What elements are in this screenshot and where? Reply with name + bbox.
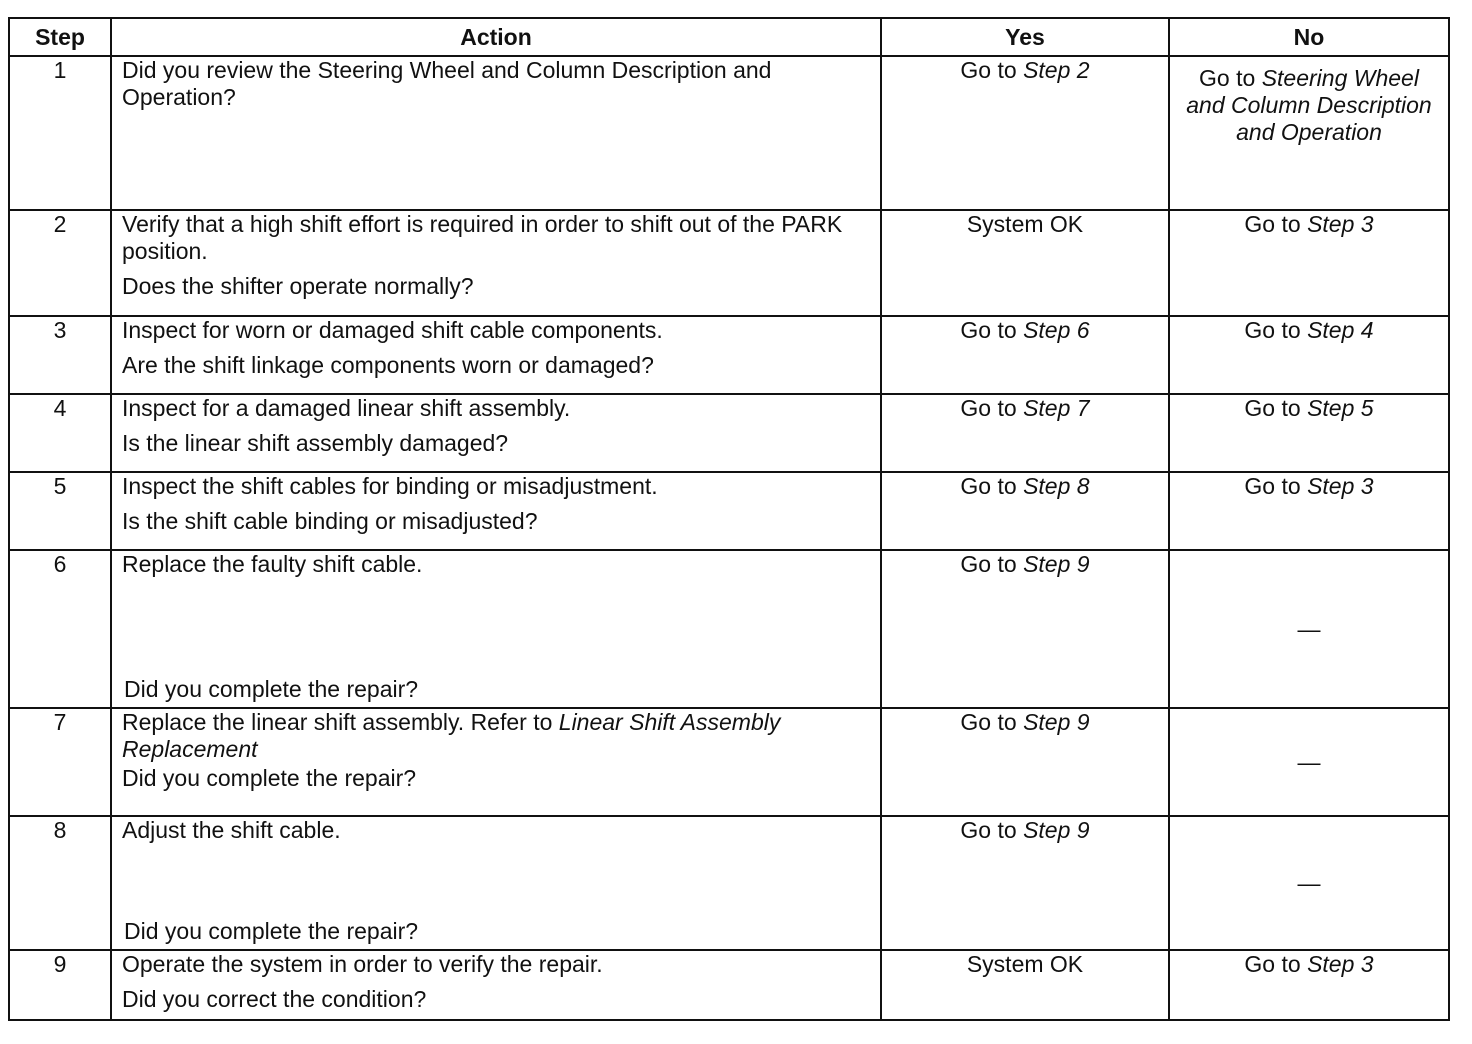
- no-step-link[interactable]: Steering Wheel and Column Description and Operation: [1186, 65, 1432, 145]
- no-answer-dash: —: [1297, 615, 1321, 642]
- table-header-row: [9, 18, 1449, 56]
- action-cell: [111, 316, 881, 394]
- action-reference-link[interactable]: Linear Shift Assembly Replacement: [122, 709, 781, 762]
- no-step-link[interactable]: Step 5: [1307, 395, 1374, 421]
- step-number: 9: [9, 950, 111, 1020]
- diagnostic-table: [8, 17, 1450, 1021]
- action-text: Verify that a high shift effort is required in order to shift out of the PARK position.: [122, 211, 843, 264]
- yes-cell: System OK: [881, 950, 1169, 1020]
- action-question: Did you complete the repair?: [124, 918, 419, 944]
- no-step-link[interactable]: Step 3: [1307, 473, 1374, 499]
- action-question: Is the shift cable binding or misadjusted?: [122, 508, 538, 534]
- action-question: Is the linear shift assembly damaged?: [122, 430, 509, 456]
- action-cell: [111, 950, 881, 1020]
- no-cell: Go to Step 5: [1169, 394, 1449, 472]
- yes-cell: Go to Step 9: [881, 816, 1169, 950]
- header-step: Step: [9, 18, 111, 56]
- table-row: [9, 394, 1449, 472]
- yes-step-link[interactable]: Step 7: [1023, 395, 1090, 421]
- no-cell: Go to Step 3: [1169, 472, 1449, 550]
- action-text: Inspect the shift cables for binding or misadjustment.: [122, 473, 658, 499]
- step-number: 7: [9, 708, 111, 816]
- action-question: Does the shifter operate normally?: [122, 273, 474, 299]
- no-cell: Go to Steering Wheel and Column Description and Operation: [1169, 56, 1449, 210]
- no-cell: [1169, 708, 1449, 816]
- table-row: [9, 950, 1449, 1020]
- action-text: Inspect for worn or damaged shift cable components.: [122, 317, 663, 343]
- yes-step-link[interactable]: Step 2: [1023, 57, 1090, 83]
- action-cell: [111, 210, 881, 316]
- table-row: [9, 708, 1449, 816]
- action-question: Did you complete the repair?: [124, 676, 419, 702]
- action-cell: [111, 816, 881, 950]
- action-text: Replace the linear shift assembly. Refer to: [122, 709, 559, 735]
- yes-step-link[interactable]: Step 6: [1023, 317, 1090, 343]
- table-row: [9, 210, 1449, 316]
- step-number: 5: [9, 472, 111, 550]
- no-step-link[interactable]: Step 4: [1307, 317, 1374, 343]
- no-step-link[interactable]: Step 3: [1307, 211, 1374, 237]
- yes-cell: Go to Step 2: [881, 56, 1169, 210]
- yes-step-link[interactable]: Step 9: [1023, 817, 1090, 843]
- yes-cell: Go to Step 6: [881, 316, 1169, 394]
- no-cell: Go to Step 4: [1169, 316, 1449, 394]
- action-question: Did you correct the condition?: [122, 986, 427, 1012]
- no-answer-dash: —: [1297, 869, 1321, 896]
- header-no: No: [1169, 18, 1449, 56]
- step-number: 8: [9, 816, 111, 950]
- yes-cell: System OK: [881, 210, 1169, 316]
- table-row: [9, 316, 1449, 394]
- step-number: 2: [9, 210, 111, 316]
- action-cell: [111, 472, 881, 550]
- step-number: 4: [9, 394, 111, 472]
- action-question: Did you complete the repair?: [122, 765, 417, 791]
- action-text: Operate the system in order to verify the repair.: [122, 951, 603, 977]
- yes-step-link[interactable]: Step 9: [1023, 709, 1090, 735]
- yes-cell: Go to Step 7: [881, 394, 1169, 472]
- action-cell: [111, 708, 881, 816]
- no-cell: Go to Step 3: [1169, 210, 1449, 316]
- no-cell: Go to Step 3: [1169, 950, 1449, 1020]
- action-question: Are the shift linkage components worn or damaged?: [122, 352, 654, 378]
- action-cell: [111, 550, 881, 708]
- no-cell: [1169, 816, 1449, 950]
- action-text: Adjust the shift cable.: [122, 817, 341, 843]
- step-number: 6: [9, 550, 111, 708]
- table-row: [9, 550, 1449, 708]
- table-row: [9, 472, 1449, 550]
- yes-step-link[interactable]: Step 9: [1023, 551, 1090, 577]
- step-number: 1: [9, 56, 111, 210]
- action-cell: [111, 56, 881, 210]
- yes-cell: Go to Step 8: [881, 472, 1169, 550]
- action-cell: [111, 394, 881, 472]
- no-step-link[interactable]: Step 3: [1307, 951, 1374, 977]
- action-text: Did you review the Steering Wheel and Column Description and Operation?: [122, 57, 772, 110]
- header-yes: Yes: [881, 18, 1169, 56]
- yes-cell: Go to Step 9: [881, 708, 1169, 816]
- no-answer-dash: —: [1297, 748, 1321, 775]
- no-cell: [1169, 550, 1449, 708]
- action-text: Inspect for a damaged linear shift assembly.: [122, 395, 571, 421]
- action-text: Replace the faulty shift cable.: [122, 551, 423, 577]
- step-number: 3: [9, 316, 111, 394]
- table-row: [9, 816, 1449, 950]
- table-row: [9, 56, 1449, 210]
- header-action: Action: [111, 18, 881, 56]
- yes-cell: Go to Step 9: [881, 550, 1169, 708]
- yes-step-link[interactable]: Step 8: [1023, 473, 1090, 499]
